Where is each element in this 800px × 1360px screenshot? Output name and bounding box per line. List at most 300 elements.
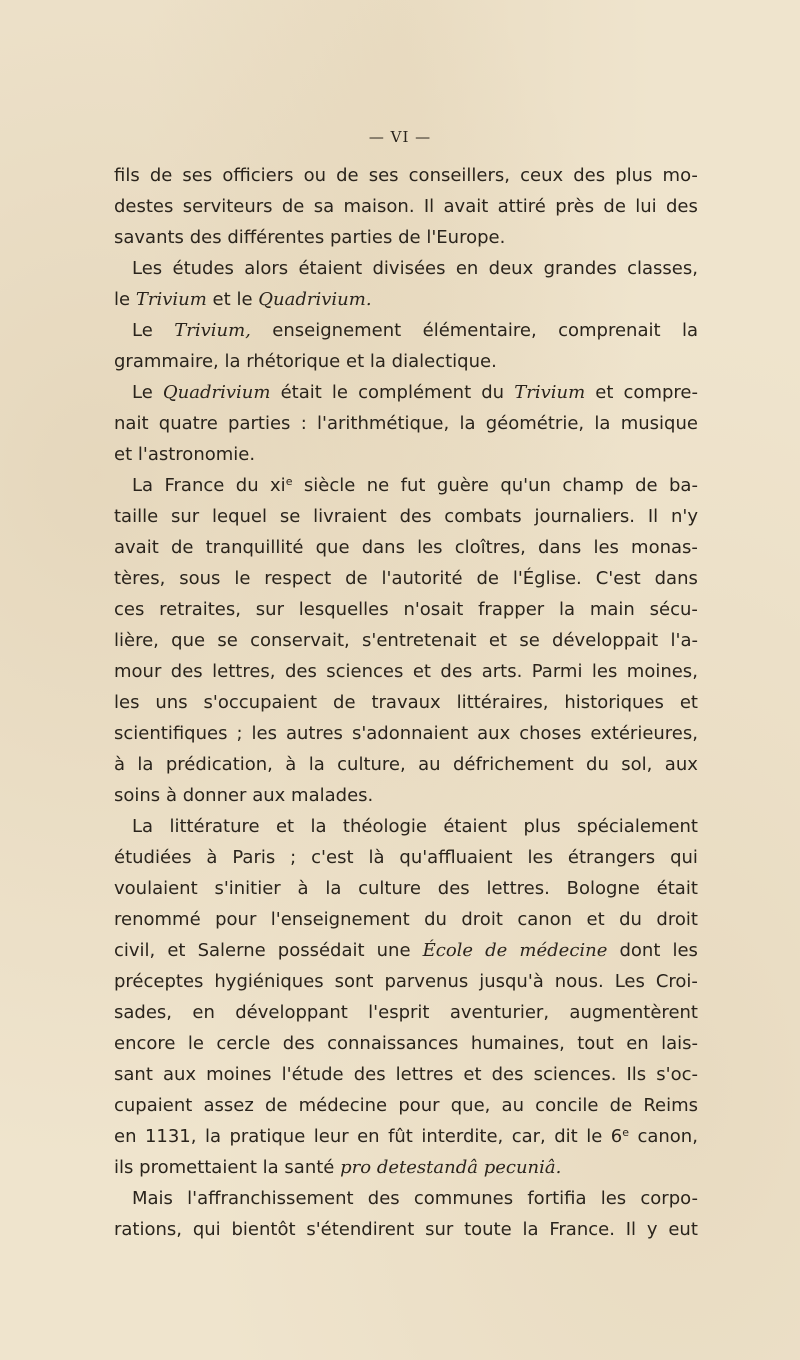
word: pecuniâ. xyxy=(483,1157,562,1178)
word: Salerne xyxy=(197,940,266,961)
word: La xyxy=(132,475,154,496)
word: leur xyxy=(313,1126,349,1147)
word: cupaient xyxy=(114,1095,193,1116)
word: sécu- xyxy=(649,599,698,620)
word: littérature xyxy=(169,816,260,837)
word: à xyxy=(165,785,177,806)
word: des xyxy=(573,165,606,186)
word: et xyxy=(463,1064,482,1085)
word: moines, xyxy=(626,661,698,682)
word: qu'affluaient xyxy=(399,847,513,868)
text-line xyxy=(114,1121,698,1152)
word: conservait, xyxy=(250,630,350,651)
word: pro xyxy=(340,1157,372,1178)
word: fût xyxy=(388,1126,413,1147)
text-line xyxy=(114,222,698,253)
word: élémentaire, xyxy=(422,320,537,341)
word: corpo- xyxy=(640,1188,698,1209)
word: ses xyxy=(182,165,213,186)
word: la xyxy=(369,351,386,372)
word: à xyxy=(297,878,309,899)
word: culture, xyxy=(337,754,406,775)
word: de xyxy=(336,165,359,186)
word: et xyxy=(275,816,295,837)
word: detestandâ xyxy=(376,1157,478,1178)
word: dans xyxy=(538,537,582,558)
word: savants xyxy=(114,227,184,248)
word: mour xyxy=(114,661,162,682)
text-line xyxy=(114,191,698,222)
word: s'étendirent xyxy=(306,1219,415,1240)
word: guère xyxy=(436,475,489,496)
word: officiers xyxy=(222,165,294,186)
word: la xyxy=(308,754,325,775)
word: la xyxy=(559,599,576,620)
word: choses xyxy=(519,723,582,744)
word: enseignement xyxy=(272,320,402,341)
word: santé xyxy=(284,1157,335,1178)
word: les xyxy=(600,1188,627,1209)
word: comprenait xyxy=(558,320,661,341)
word: en xyxy=(455,258,479,279)
word: musique xyxy=(620,413,698,434)
text-line xyxy=(114,160,698,191)
word: canon, xyxy=(637,1126,698,1147)
word: champ xyxy=(562,475,624,496)
text-line xyxy=(114,873,698,904)
word: retraites, xyxy=(159,599,241,620)
word: dialectique. xyxy=(391,351,497,372)
word: s'oc- xyxy=(656,1064,698,1085)
word: cloîtres, xyxy=(454,537,526,558)
word: Reims xyxy=(643,1095,698,1116)
word: de xyxy=(476,568,499,589)
word: droit xyxy=(461,909,503,930)
word: de xyxy=(333,692,356,713)
word: dont xyxy=(619,940,661,961)
word: maison. xyxy=(343,196,415,217)
word: sciences xyxy=(326,661,404,682)
word: en xyxy=(626,1033,649,1054)
word: avait xyxy=(443,196,489,217)
word: que, xyxy=(450,1095,491,1116)
word: assez xyxy=(203,1095,254,1116)
word: parvenus xyxy=(384,971,469,992)
word: des xyxy=(367,1188,400,1209)
word: alors xyxy=(244,258,289,279)
word: voulaient xyxy=(114,878,198,899)
word: étudiées xyxy=(114,847,192,868)
word: aux xyxy=(477,723,511,744)
word: les xyxy=(417,537,443,558)
word: spécialement xyxy=(577,816,698,837)
word: toute xyxy=(464,1219,512,1240)
word: ses xyxy=(368,165,399,186)
word: renommé xyxy=(114,909,201,930)
word: aux xyxy=(664,754,698,775)
word: s'entretenait xyxy=(362,630,477,651)
word: sa xyxy=(313,196,335,217)
text-line xyxy=(114,1214,698,1245)
word: avait xyxy=(114,537,159,558)
word: Il xyxy=(647,506,659,527)
word: dans xyxy=(654,568,698,589)
word: et xyxy=(114,444,133,465)
word: sciences. xyxy=(533,1064,617,1085)
word: et xyxy=(586,909,605,930)
word: bientôt xyxy=(231,1219,296,1240)
word: au xyxy=(418,754,441,775)
word: l'étude xyxy=(281,1064,344,1085)
word: à xyxy=(206,847,218,868)
word: compre- xyxy=(623,382,698,403)
word: de xyxy=(264,1095,288,1116)
word: la xyxy=(224,351,241,372)
word: médecine xyxy=(298,1095,388,1116)
word: France. xyxy=(549,1219,615,1240)
word: quatre xyxy=(158,413,218,434)
word: complément xyxy=(358,382,472,403)
word: lais- xyxy=(661,1033,698,1054)
word: et xyxy=(679,692,698,713)
word: Le xyxy=(132,320,153,341)
text-line xyxy=(114,687,698,718)
text-line xyxy=(114,997,698,1028)
word: extérieures, xyxy=(590,723,698,744)
word: c'est xyxy=(311,847,354,868)
text-line xyxy=(114,1152,698,1183)
word: des xyxy=(440,661,473,682)
word: développait xyxy=(552,630,659,651)
word: lui xyxy=(635,196,657,217)
word: la xyxy=(459,413,476,434)
text-line xyxy=(114,966,698,997)
word: des xyxy=(437,878,470,899)
word: Les xyxy=(132,258,163,279)
text-line xyxy=(114,408,698,439)
word: ; xyxy=(290,847,297,868)
word: Bologne xyxy=(566,878,640,899)
word: là xyxy=(368,847,385,868)
word: études xyxy=(172,258,234,279)
word: taille xyxy=(114,506,159,527)
word: deux xyxy=(488,258,534,279)
word: pratique xyxy=(229,1126,306,1147)
word: Trivium, xyxy=(174,320,251,341)
word: différentes xyxy=(227,227,325,248)
word: théologie xyxy=(342,816,427,837)
word: parties xyxy=(329,227,393,248)
word: l'astronomie. xyxy=(137,444,256,465)
word: des xyxy=(491,1064,524,1085)
word: du xyxy=(586,754,609,775)
word: dans xyxy=(361,537,405,558)
text-line xyxy=(114,563,698,594)
word: tères, xyxy=(114,568,166,589)
word: tranquillité xyxy=(205,537,304,558)
word: le xyxy=(236,289,253,310)
word: préceptes xyxy=(114,971,204,992)
word: n'osait xyxy=(403,599,464,620)
word: nait xyxy=(114,413,149,434)
word: le xyxy=(586,1126,603,1147)
word: Parmi xyxy=(531,661,583,682)
word: n'y xyxy=(670,506,698,527)
word: divisées xyxy=(372,258,446,279)
word: aventurier, xyxy=(449,1002,550,1023)
text-line xyxy=(114,904,698,935)
word: Les xyxy=(614,971,645,992)
word: de xyxy=(485,940,508,961)
word: se xyxy=(279,506,301,527)
word: jusqu'à xyxy=(479,971,544,992)
word: France xyxy=(164,475,225,496)
word: des xyxy=(170,661,203,682)
word: lequel xyxy=(212,506,267,527)
text-line xyxy=(114,1090,698,1121)
word: rhétorique xyxy=(246,351,341,372)
word: les xyxy=(672,940,698,961)
word: du xyxy=(619,909,642,930)
word: augmentèrent xyxy=(569,1002,698,1023)
word: de xyxy=(345,568,368,589)
word: l'a- xyxy=(670,630,698,651)
word: l'enseignement xyxy=(270,909,410,930)
word: ba- xyxy=(668,475,698,496)
word: l'esprit xyxy=(368,1002,430,1023)
word: qui xyxy=(192,1219,221,1240)
word: le xyxy=(331,382,348,403)
word: conseillers, xyxy=(408,165,511,186)
word: Trivium xyxy=(514,382,586,403)
word: des xyxy=(189,227,222,248)
word: de xyxy=(170,537,194,558)
word: civil, xyxy=(114,940,156,961)
word: lesquelles xyxy=(298,599,389,620)
page-number: — VI — xyxy=(368,128,432,146)
word: Croi- xyxy=(655,971,698,992)
word: des xyxy=(282,1033,315,1054)
word: en xyxy=(114,1126,137,1147)
word: $xi^e$ xyxy=(270,475,293,496)
word: qu'un xyxy=(500,475,551,496)
word: près xyxy=(555,196,595,217)
word: interdite, xyxy=(421,1126,504,1147)
word: sur xyxy=(171,506,200,527)
word: l'affranchissement xyxy=(187,1188,354,1209)
word: étaient xyxy=(443,816,508,837)
word: grandes xyxy=(543,258,617,279)
word: Mais xyxy=(132,1188,173,1209)
text-line xyxy=(114,439,698,470)
word: qui xyxy=(670,847,698,868)
word: pour xyxy=(398,1095,440,1116)
text-line xyxy=(114,315,698,346)
word: se xyxy=(217,630,238,651)
word: du xyxy=(235,475,259,496)
text-line xyxy=(114,749,698,780)
text-line xyxy=(114,501,698,532)
word: de xyxy=(635,475,658,496)
text-line xyxy=(114,842,698,873)
word: les xyxy=(114,692,140,713)
word: encore xyxy=(114,1033,176,1054)
word: s'adonnaient xyxy=(351,723,469,744)
word: arts. xyxy=(481,661,523,682)
word: plus xyxy=(523,816,561,837)
word: lettres. xyxy=(486,878,550,899)
word: et xyxy=(488,630,508,651)
word: ou xyxy=(303,165,327,186)
word: malades. xyxy=(291,785,374,806)
text-line xyxy=(114,253,698,284)
word: sont xyxy=(334,971,374,992)
word: médecine xyxy=(519,940,608,961)
text-line xyxy=(114,718,698,749)
word: lière, xyxy=(114,630,159,651)
word: une xyxy=(376,940,411,961)
word: Quadrivium. xyxy=(258,289,372,310)
word: nous. xyxy=(554,971,604,992)
word: ils xyxy=(114,1157,134,1178)
word: la xyxy=(137,754,154,775)
word: se xyxy=(519,630,540,651)
word: Ils xyxy=(626,1064,647,1085)
word: frapper xyxy=(478,599,545,620)
word: les xyxy=(527,847,553,868)
word: serviteurs xyxy=(182,196,273,217)
word: sous xyxy=(179,568,221,589)
word: donner xyxy=(182,785,247,806)
word: sur xyxy=(425,1219,454,1240)
word: des xyxy=(399,506,432,527)
word: car, xyxy=(511,1126,546,1147)
word: hygiéniques xyxy=(214,971,324,992)
word: étaient xyxy=(298,258,363,279)
word: tout xyxy=(577,1033,614,1054)
word: : xyxy=(300,413,307,434)
word: était xyxy=(280,382,322,403)
word: 6e xyxy=(610,1126,629,1147)
word: et xyxy=(212,289,231,310)
word: et xyxy=(412,661,431,682)
word: lettres, xyxy=(212,661,276,682)
word: soins xyxy=(114,785,161,806)
text-line xyxy=(114,625,698,656)
word: possédait xyxy=(277,940,365,961)
word: main xyxy=(589,599,635,620)
word: moines xyxy=(206,1064,272,1085)
word: respect xyxy=(264,568,332,589)
word: et xyxy=(346,351,365,372)
word: humaines, xyxy=(470,1033,565,1054)
word: fut xyxy=(400,475,426,496)
word: uns xyxy=(155,692,188,713)
word: dit xyxy=(554,1126,578,1147)
word: la xyxy=(522,1219,539,1240)
word: sades, xyxy=(114,1002,173,1023)
word: Il xyxy=(423,196,435,217)
word: de xyxy=(398,227,421,248)
word: aux xyxy=(252,785,286,806)
word: à xyxy=(114,754,126,775)
word: sur xyxy=(255,599,284,620)
word: Il xyxy=(625,1219,637,1240)
word: l'arithmétique, xyxy=(317,413,450,434)
word: Le xyxy=(132,382,153,403)
text-line xyxy=(114,1059,698,1090)
word: promettaient xyxy=(139,1157,257,1178)
word: s'occupaient xyxy=(203,692,318,713)
word: travaux xyxy=(371,692,441,713)
word: et xyxy=(595,382,614,403)
word: du xyxy=(481,382,505,403)
word: était xyxy=(656,878,698,899)
word: ne xyxy=(366,475,390,496)
word: fortifia xyxy=(527,1188,587,1209)
text-line xyxy=(114,377,698,408)
word: rations, xyxy=(114,1219,183,1240)
word: attiré xyxy=(497,196,546,217)
word: la xyxy=(594,413,611,434)
word: au xyxy=(501,1095,524,1116)
word: en xyxy=(357,1126,380,1147)
word: défrichement xyxy=(452,754,574,775)
text-line xyxy=(114,346,698,377)
word: à xyxy=(285,754,297,775)
word: cercle xyxy=(216,1033,271,1054)
text-line xyxy=(114,594,698,625)
word: que xyxy=(315,537,350,558)
word: Paris xyxy=(232,847,276,868)
text-line xyxy=(114,935,698,966)
word: destes xyxy=(114,196,174,217)
word: des xyxy=(284,661,317,682)
word: le xyxy=(234,568,251,589)
word: lettres xyxy=(395,1064,454,1085)
word: de xyxy=(603,196,626,217)
text-line xyxy=(114,1028,698,1059)
word: en xyxy=(192,1002,215,1023)
word: concile xyxy=(535,1095,599,1116)
word: plus xyxy=(615,165,653,186)
word: la xyxy=(204,1126,221,1147)
word: des xyxy=(665,196,698,217)
text-line xyxy=(114,284,698,315)
word: monas- xyxy=(631,537,698,558)
word: que xyxy=(171,630,206,651)
word: le xyxy=(187,1033,204,1054)
word: connaissances xyxy=(327,1033,459,1054)
word: combats xyxy=(444,506,522,527)
word: autres xyxy=(285,723,343,744)
word: pour xyxy=(215,909,257,930)
word: culture xyxy=(358,878,421,899)
word: scientifiques xyxy=(114,723,228,744)
word: la xyxy=(325,878,342,899)
word: ; xyxy=(236,723,243,744)
text-line xyxy=(114,532,698,563)
word: droit xyxy=(656,909,698,930)
word: La xyxy=(132,816,154,837)
word: ces xyxy=(114,599,145,620)
word: la xyxy=(310,816,327,837)
word: l'autorité xyxy=(381,568,463,589)
word: littéraires, xyxy=(456,692,549,713)
word: les xyxy=(251,723,277,744)
word: étrangers xyxy=(567,847,656,868)
word: grammaire, xyxy=(114,351,219,372)
